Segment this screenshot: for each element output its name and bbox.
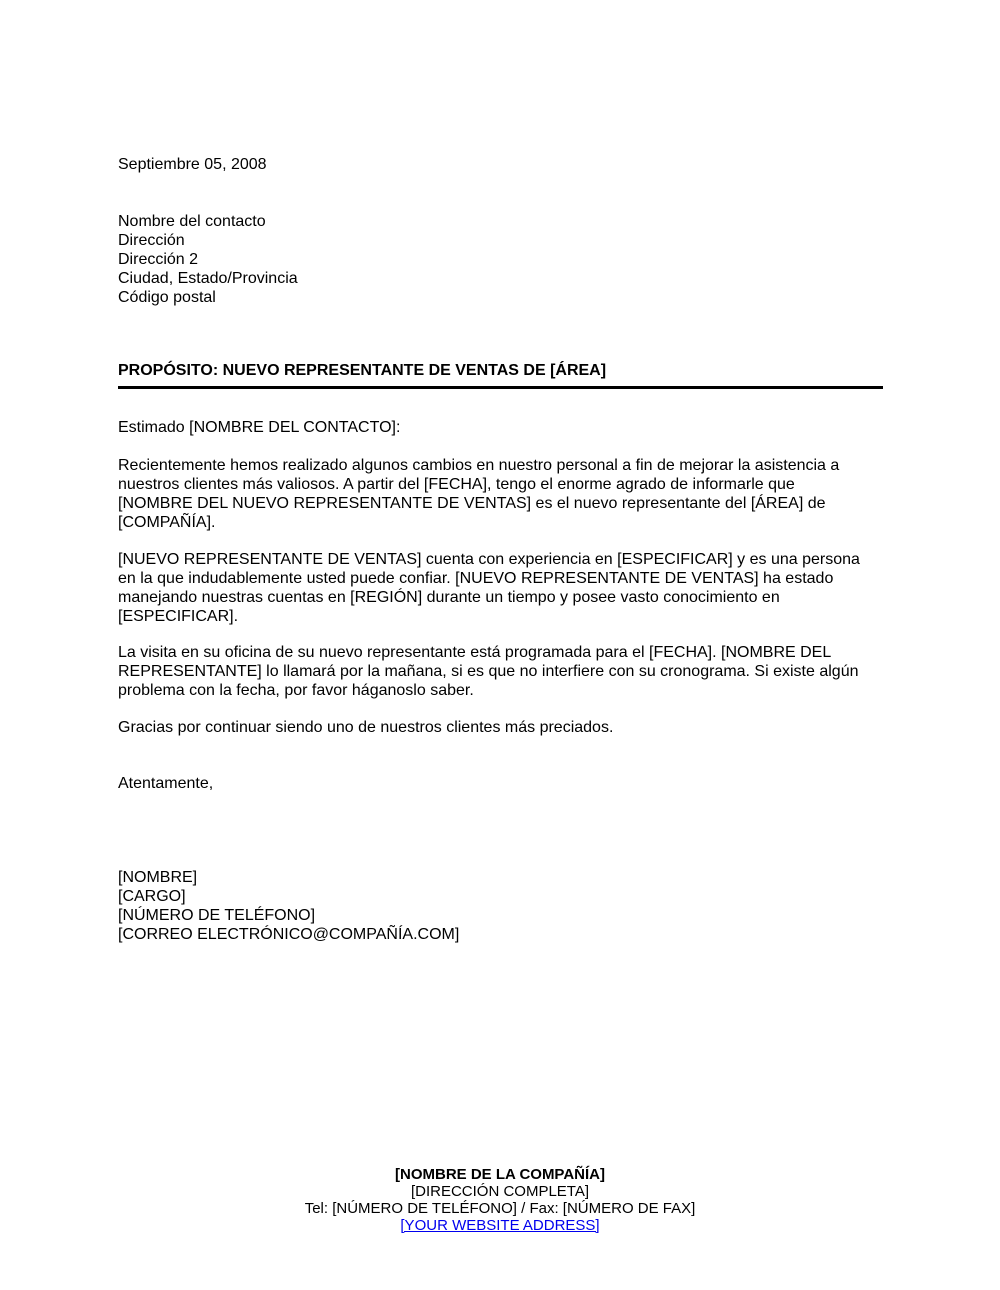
footer-address: [DIRECCIÓN COMPLETA] bbox=[410, 1183, 590, 1200]
signature-phone: [NÚMERO DE TELÉFONO] bbox=[118, 907, 316, 924]
paragraph-line: Gracias por continuar siendo uno de nuestros clientes más preciados. bbox=[118, 719, 614, 736]
body-paragraph bbox=[118, 456, 884, 532]
footer-contact: Tel: [NÚMERO DE TELÉFONO] / Fax: [NÚMERO DE FAX] bbox=[304, 1200, 696, 1217]
paragraph-line: [NOMBRE DEL NUEVO REPRESENTANTE DE VENTAS] es el nuevo representante del [ÁREA] de bbox=[118, 495, 826, 512]
address-line: Código postal bbox=[118, 289, 216, 306]
subject-divider bbox=[118, 386, 883, 389]
paragraph-line: nuestros clientes más valiosos. A partir del [FECHA], tengo el enorme agrado de informarle que bbox=[118, 476, 795, 493]
address-line: Nombre del contacto bbox=[118, 213, 266, 230]
signature-email: [CORREO ELECTRÓNICO@COMPAÑÍA.COM] bbox=[118, 926, 460, 943]
body-paragraph bbox=[118, 718, 884, 737]
signature-name: [NOMBRE] bbox=[118, 869, 198, 886]
letter-salutation: Estimado [NOMBRE DEL CONTACTO]: bbox=[118, 419, 401, 436]
paragraph-line: manejando nuestras cuentas en [REGIÓN] durante un tiempo y posee vasto conocimiento en bbox=[118, 589, 780, 606]
signature-title: [CARGO] bbox=[118, 888, 186, 905]
letter-closing: Atentamente, bbox=[118, 775, 214, 792]
paragraph-line: [NUEVO REPRESENTANTE DE VENTAS] cuenta con experiencia en [ESPECIFICAR] y es una persona bbox=[118, 551, 860, 568]
recipient-address bbox=[118, 212, 884, 307]
footer-company-name: [NOMBRE DE LA COMPAÑÍA] bbox=[395, 1166, 605, 1183]
address-line: Dirección bbox=[118, 232, 185, 249]
letter-date: Septiembre 05, 2008 bbox=[118, 156, 267, 173]
body-paragraph bbox=[118, 550, 884, 626]
footer-website bbox=[0, 1217, 1000, 1234]
paragraph-line: [ESPECIFICAR]. bbox=[118, 608, 239, 625]
body-paragraph bbox=[118, 643, 884, 700]
paragraph-line: Recientemente hemos realizado algunos cambios en nuestro personal a fin de mejorar la asistencia a bbox=[118, 457, 840, 474]
letter-subject: PROPÓSITO: NUEVO REPRESENTANTE DE VENTAS DE [ÁREA] bbox=[118, 362, 607, 379]
website-link[interactable]: [YOUR WEBSITE ADDRESS] bbox=[400, 1217, 600, 1234]
address-line: Dirección 2 bbox=[118, 251, 199, 268]
paragraph-line: La visita en su oficina de su nuevo representante está programada para el [FECHA]. [NOMBRE DEL bbox=[118, 644, 832, 661]
paragraph-line: problema con la fecha, por favor háganoslo saber. bbox=[118, 682, 474, 699]
paragraph-line: [COMPAÑÍA]. bbox=[118, 514, 216, 531]
address-line: Ciudad, Estado/Provincia bbox=[118, 270, 298, 287]
paragraph-line: en la que indudablemente usted puede confiar. [NUEVO REPRESENTANTE DE VENTAS] ha estado bbox=[118, 570, 834, 587]
paragraph-line: REPRESENTANTE] lo llamará por la mañana, si es que no interfiere con su cronograma. Si existe algún bbox=[118, 663, 859, 680]
signature-block bbox=[118, 868, 884, 944]
